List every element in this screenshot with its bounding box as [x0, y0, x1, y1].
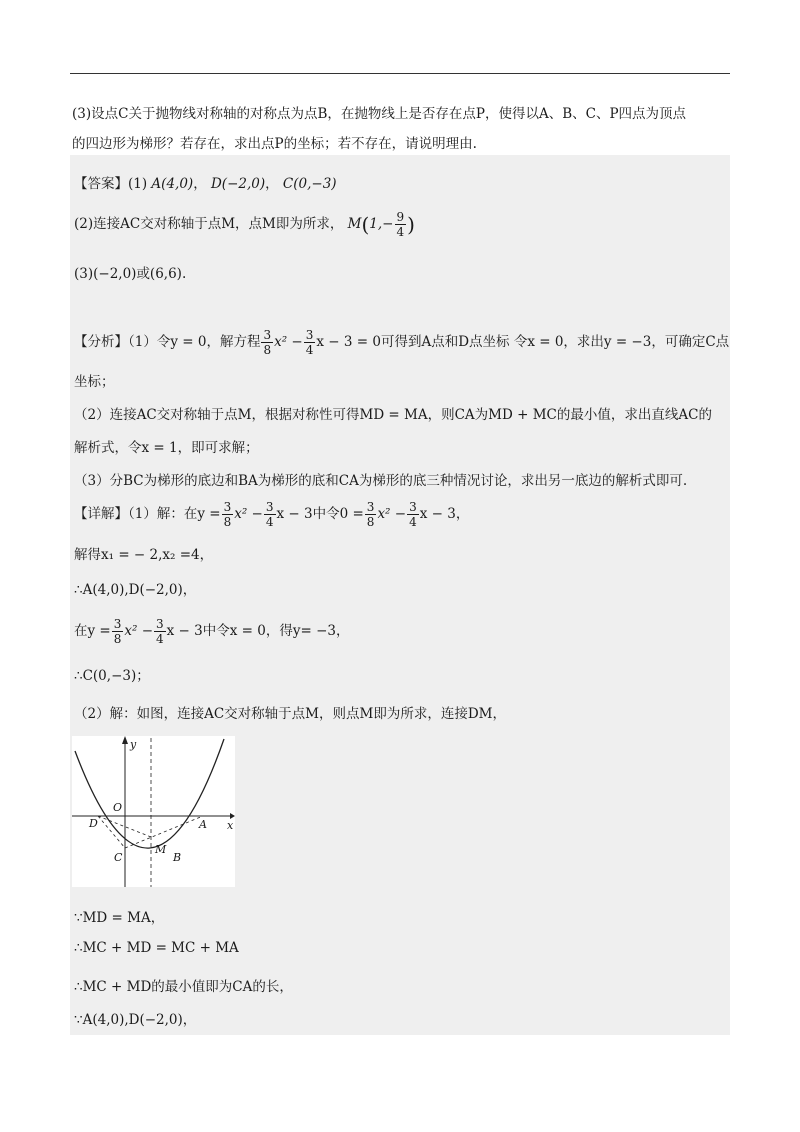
detail-line-10: ∵A(4,0),D(−2,0)， — [74, 1012, 197, 1028]
fraction-3-8: $\frac{3}{8}$ — [263, 328, 272, 357]
label-O: O — [113, 801, 123, 814]
analysis-line-2: 坐标； — [74, 374, 115, 390]
answer-line-2: (2)连接AC交对称轴于点M，点M即为所求， M(1,− $\frac{9}{4}$ ) — [74, 210, 415, 239]
answer-line-1: 【答案】(1) A(4,0)， D(−2,0)， C(0,−3) — [74, 176, 337, 192]
analysis-line-1: 【分析】（1）令y = 0，解方程 $\frac{3}{8}$ x² − $\frac{3}{4}$ x − 3 = 0可得到A点和D点坐标 令x = 0，求出y = −3，可确定C点 — [74, 328, 730, 357]
label-x: x — [227, 819, 234, 832]
point-A: A(4,0) — [151, 176, 194, 192]
answer-part1-prefix: (1) — [128, 176, 148, 192]
analysis-tag: 【分析】 — [74, 334, 128, 350]
point-C: C(0,−3) — [282, 176, 337, 192]
analysis-line-4: 解析式，令x = 1，即可求解； — [74, 440, 259, 456]
parabola-figure-svg — [72, 736, 235, 887]
detail-line-3: ∴A(4,0),D(−2,0)， — [74, 582, 197, 598]
detail-line-9: ∴MC + MD的最小值即为CA的长， — [74, 979, 293, 995]
fraction-3-4: $\frac{3}{4}$ — [305, 328, 314, 357]
detail-tag: 【详解】 — [74, 506, 128, 522]
detail-line-2: 解得x₁ = − 2,x₂ =4， — [74, 547, 214, 563]
label-D: D — [89, 817, 98, 830]
point-M-label: M — [347, 216, 362, 232]
answer-tag: 【答案】 — [74, 176, 128, 192]
point-M-x: 1,− — [369, 216, 394, 232]
label-B: B — [173, 851, 182, 864]
label-C: C — [114, 851, 123, 864]
label-y: y — [130, 738, 137, 751]
header-rule — [70, 73, 730, 74]
segment-DC — [98, 816, 125, 848]
answer-part3: (3)(−2,0)或(6,6). — [74, 266, 187, 282]
detail-line-7: ∵MD = MA， — [74, 910, 165, 926]
question-part3-line1: (3)设点C关于抛物线对称轴的对称点为点B，在抛物线上是否存在点P，使得以A、B、C、P四点为顶点 — [72, 106, 687, 122]
detail-line-1: 【详解】（1）解：在y = $\frac{3}{8}$ x² − $\frac{3}{4}$ x − 3中令0 = $\frac{3}{8}$ x² − $\frac{3}{4}$ x − 3， — [74, 500, 470, 529]
analysis-line-3: （2）连接AC交对称轴于点M，根据对称性可得MD = MA，则CA为MD + MC的最小值，求出直线AC的 — [74, 407, 712, 423]
detail-line-8: ∴MC + MD = MC + MA — [74, 940, 239, 956]
detail-line-5: ∴C(0,−3)； — [74, 668, 150, 684]
analysis-line-5: （3）分BC为梯形的底边和BA为梯形的底和CA为梯形的底三种情况讨论，求出另一底边的解析式即可. — [74, 473, 688, 489]
parabola-figure — [72, 736, 235, 887]
y-axis-arrow — [122, 736, 128, 744]
detail-line-6: （2）解：如图，连接AC交对称轴于点M，则点M即为所求，连接DM， — [74, 706, 506, 722]
label-A: A — [199, 818, 207, 831]
label-M: M — [155, 843, 167, 856]
point-M-fraction: $\frac{9}{4}$ — [396, 210, 405, 239]
question-part3-line2: 的四边形为梯形？若存在，求出点P的坐标；若不存在，请说明理由. — [72, 136, 477, 152]
detail-line-4: 在y = $\frac{3}{8}$ x² − $\frac{3}{4}$ x − 3中令x = 0，得y= −3， — [74, 617, 350, 646]
answer-part2-text: (2)连接AC交对称轴于点M，点M即为所求， — [74, 216, 344, 232]
point-D: D(−2,0) — [210, 176, 266, 192]
parabola-curve — [75, 739, 224, 848]
